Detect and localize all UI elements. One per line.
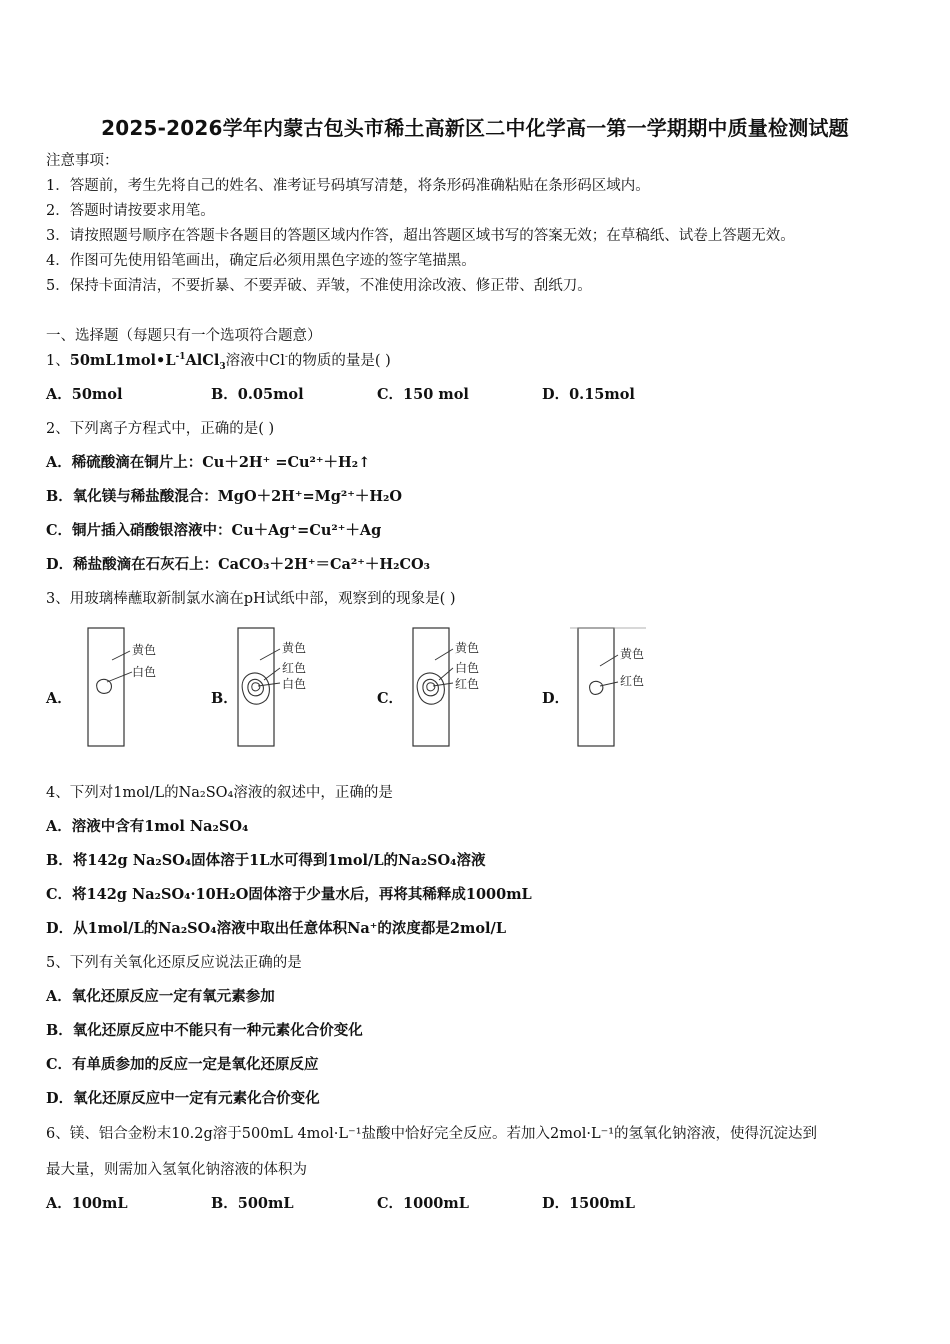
question-4-option-b: B．将142g Na₂SO₄固体溶于1L水可得到1mol/L的Na₂SO₄溶液 [46, 852, 486, 869]
question-1-option-a: A．50mol [46, 386, 123, 403]
question-1-option-d: D．0.15mol [542, 386, 635, 403]
page-title: 2025-2026学年内蒙古包头市稀土高新区二中化学高一第一学期期中质量检测试题 [101, 116, 849, 140]
ph-paper-figure-d [570, 622, 690, 752]
svg-text:黄色: 黄色 [620, 647, 645, 661]
svg-text:白色: 白色 [132, 665, 157, 679]
question-2-option-a: A．稀硫酸滴在铜片上：Cu＋2H⁺ =Cu²⁺＋H₂↑ [46, 454, 371, 471]
svg-text:红色: 红色 [620, 674, 645, 688]
question-1-option-b: B．0.05mol [211, 386, 304, 403]
question-4-option-a: A．溶液中含有1mol Na₂SO₄ [46, 818, 249, 835]
ph-paper-figure-b [230, 622, 350, 752]
question-6-stem: 6、镁、铝合金粉末10.2g溶于500mL 4mol·L⁻¹盐酸中恰好完全反应。若加入2mol·L⁻¹的氢氧化钠溶液，使得沉淀达到 [46, 1126, 818, 1142]
svg-text:红色: 红色 [282, 661, 307, 675]
svg-text:白色: 白色 [455, 661, 480, 675]
question-4-option-d: D．从1mol/L的Na₂SO₄溶液中取出任意体积Na⁺的浓度都是2mol/L [46, 920, 507, 937]
question-6-option-a: A．100mL [46, 1195, 128, 1212]
question-3-label-a: A． [46, 690, 72, 707]
ph-paper-figure-c [405, 622, 525, 752]
notice-item: 2．答题时请按要求用笔。 [46, 203, 215, 219]
question-1-option-c: C．150 mol [377, 386, 469, 403]
question-5-option-d: D．氧化还原反应中一定有元素化合价变化 [46, 1090, 320, 1107]
notice-item: 3．请按照题号顺序在答题卡各题目的答题区域内作答，超出答题区域书写的答案无效；在草稿纸、试卷上答题无效。 [46, 228, 795, 244]
ph-paper-figure-a [80, 622, 200, 752]
question-3-label-c: C． [377, 690, 404, 707]
question-6-option-b: B．500mL [211, 1195, 294, 1212]
svg-text:黄色: 黄色 [132, 643, 157, 657]
question-6-option-d: D．1500mL [542, 1195, 635, 1212]
svg-text:红色: 红色 [455, 677, 480, 691]
question-1-stem: 1、$50mL1mol•L^{-1}AlCl_3$溶液中Cl-的物质的量是( ) [46, 352, 391, 372]
question-2-option-b: B．氧化镁与稀盐酸混合：MgO＋2H⁺=Mg²⁺＋H₂O [46, 488, 403, 505]
question-5-option-c: C．有单质参加的反应一定是氧化还原反应 [46, 1056, 319, 1073]
question-5-option-b: B．氧化还原反应中不能只有一种元素化合价变化 [46, 1022, 363, 1039]
notice-item: 4．作图可先使用铅笔画出，确定后必须用黑色字迹的签字笔描黑。 [46, 253, 476, 269]
question-2-option-d: D．稀盐酸滴在石灰石上：CaCO₃＋2H⁺＝Ca²⁺＋H₂CO₃ [46, 556, 430, 573]
section-heading: 一、选择题（每题只有一个选项符合题意） [46, 328, 322, 344]
question-2-stem: 2、下列离子方程式中，正确的是( ) [46, 421, 275, 437]
question-6-stem-cont: 最大量，则需加入氢氧化钠溶液的体积为 [46, 1162, 307, 1178]
notice-item: 1．答题前，考生先将自己的姓名、准考证号码填写清楚，将条形码准确粘贴在条形码区域内。 [46, 178, 650, 194]
svg-text:黄色: 黄色 [455, 641, 480, 655]
svg-text:黄色: 黄色 [282, 641, 307, 655]
notice-heading: 注意事项： [46, 153, 119, 169]
question-3-label-b: B． [211, 690, 238, 707]
question-5-option-a: A．氧化还原反应一定有氧元素参加 [46, 988, 275, 1005]
svg-text:白色: 白色 [282, 677, 307, 691]
question-4-stem: 4、下列对1mol/L的Na₂SO₄溶液的叙述中，正确的是 [46, 785, 393, 801]
question-2-option-c: C．铜片插入硝酸银溶液中：Cu＋Ag⁺=Cu²⁺＋Ag [46, 522, 382, 539]
question-3-stem: 3、用玻璃棒蘸取新制氯水滴在pH试纸中部，观察到的现象是( ) [46, 591, 456, 607]
question-3-label-d: D． [542, 690, 570, 707]
notice-item: 5．保持卡面清洁，不要折暴、不要弄破、弄皱，不准使用涂改液、修正带、刮纸刀。 [46, 278, 592, 294]
question-4-option-c: C．将142g Na₂SO₄·10H₂O固体溶于少量水后，再将其稀释成1000mL [46, 886, 532, 903]
question-6-option-c: C．1000mL [377, 1195, 469, 1212]
question-5-stem: 5、下列有关氧化还原反应说法正确的是 [46, 955, 302, 971]
